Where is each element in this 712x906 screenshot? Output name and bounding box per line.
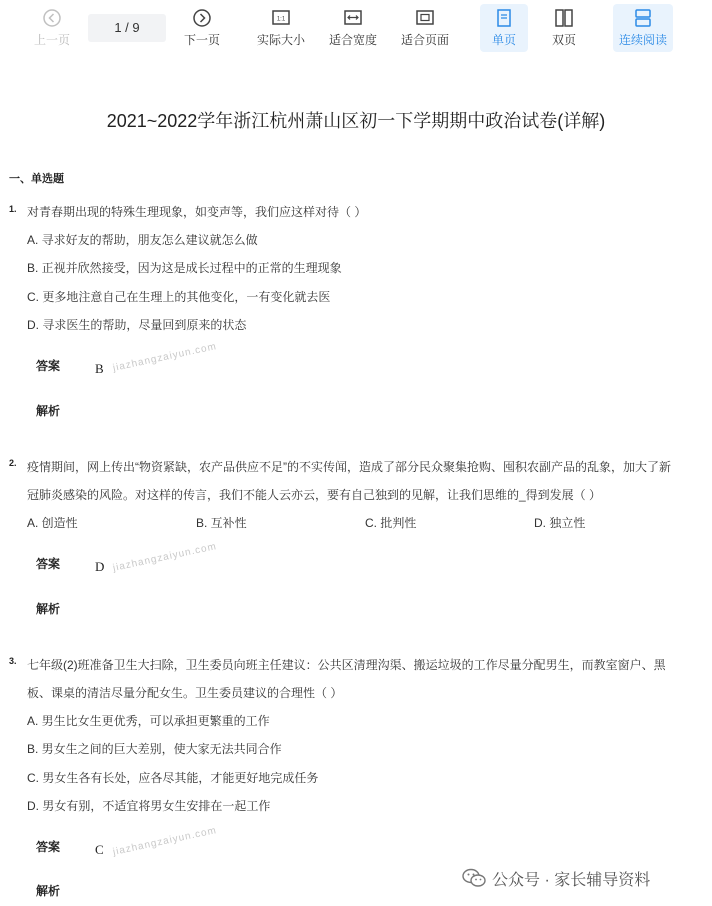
double-page-button[interactable] (540, 4, 588, 52)
answer-label: 答案 (36, 840, 61, 854)
wechat-icon (462, 868, 486, 888)
answer-label: 答案 (36, 359, 61, 373)
actual-size-label: 实际大小 (256, 33, 305, 47)
single-page-label: 单页 (491, 33, 516, 47)
answer-watermark: jiazhangzaiyun.com (112, 341, 218, 374)
prev-page-button[interactable] (24, 4, 80, 52)
single-page-icon (494, 8, 514, 28)
chevron-left-circle-icon (42, 8, 62, 28)
actual-size-icon (271, 8, 291, 28)
option-a: A. 创造性 (27, 516, 78, 530)
question-stem: 对青春期出现的特殊生理现象，如变声等，我们应这样对待（ ） (27, 205, 367, 219)
continuous-read-button[interactable] (613, 4, 673, 52)
question-stem-line-1: 七年级(2)班准备卫生大扫除，卫生委员向班主任建议：公共区清理沟渠、搬运垃圾的工作尽量分配男生，而教室窗户、黑 (27, 658, 666, 672)
fit-page-label: 适合页面 (400, 33, 449, 47)
fit-width-button[interactable] (325, 4, 381, 52)
explain-label[interactable]: 解析 (36, 404, 61, 418)
double-page-icon (554, 8, 574, 28)
continuous-read-icon (633, 8, 653, 28)
option-c: C. 更多地注意自己在生理上的其他变化，一有变化就去医 (27, 290, 331, 304)
fit-page-icon (415, 8, 435, 28)
option-a: A. 男生比女生更优秀，可以承担更繁重的工作 (27, 714, 270, 728)
question-stem-line-2: 板、课桌的清洁尽量分配女生。卫生委员建议的合理性（ ） (27, 686, 343, 700)
wechat-account-watermark (462, 866, 650, 890)
option-c: C. 批判性 (365, 516, 417, 530)
explain-label[interactable]: 解析 (36, 602, 61, 616)
svg-text:1:1: 1:1 (276, 16, 286, 23)
single-page-button[interactable] (480, 4, 528, 52)
document-title: 2021~2022学年浙江杭州萧山区初一下学期期中政治试卷(详解) (106, 111, 606, 131)
actual-size-button[interactable] (253, 4, 309, 52)
next-page-button[interactable] (174, 4, 230, 52)
next-page-label: 下一页 (183, 33, 220, 47)
double-page-label: 双页 (551, 33, 576, 47)
question-stem-line-1: 疫情期间，网上传出“物资紧缺，农产品供应不足”的不实传闻，造成了部分民众聚集抢购、囤积农副产品的乱象，加大了新 (27, 460, 671, 474)
option-b: B. 正视并欣然接受，因为这是成长过程中的正常的生理现象 (27, 261, 342, 275)
answer-watermark: jiazhangzaiyun.com (112, 825, 218, 858)
question-number: 3. (9, 656, 17, 666)
fit-page-button[interactable] (397, 4, 453, 52)
chevron-right-circle-icon (192, 8, 212, 28)
option-b: B. 互补性 (196, 516, 247, 530)
continuous-read-label: 连续阅读 (618, 33, 667, 47)
option-d: D. 独立性 (534, 516, 586, 530)
answer-value: C (95, 842, 104, 857)
answer-watermark: jiazhangzaiyun.com (112, 541, 218, 574)
reader-toolbar (0, 0, 712, 56)
explain-label[interactable]: 解析 (36, 884, 61, 898)
fit-width-label: 适合宽度 (328, 33, 377, 47)
answer-value: B (95, 361, 104, 376)
question-number: 2. (9, 458, 17, 468)
question-stem-line-2: 冠肺炎感染的风险。对这样的传言，我们不能人云亦云，要有自己独到的见解，让我们思维的_得到发展（ ） (27, 488, 602, 502)
prev-page-label: 上一页 (33, 33, 70, 47)
page-number-input[interactable]: 1 / 9 (88, 14, 166, 42)
section-heading: 一、单选题 (9, 173, 64, 185)
option-d: D. 寻求医生的帮助，尽量回到原来的状态 (27, 318, 247, 332)
fit-width-icon (343, 8, 363, 28)
option-d: D. 男女有别，不适宜将男女生安排在一起工作 (27, 799, 271, 813)
answer-value: D (95, 559, 105, 574)
question-number: 1. (9, 204, 17, 214)
option-a: A. 寻求好友的帮助，朋友怎么建议就怎么做 (27, 233, 258, 247)
option-c: C. 男女生各有长处，应各尽其能，才能更好地完成任务 (27, 771, 319, 785)
answer-label: 答案 (36, 557, 61, 571)
option-b: B. 男女生之间的巨大差别，使大家无法共同合作 (27, 742, 282, 756)
wechat-account-text: 公众号 · 家长辅导资料 (492, 871, 651, 889)
